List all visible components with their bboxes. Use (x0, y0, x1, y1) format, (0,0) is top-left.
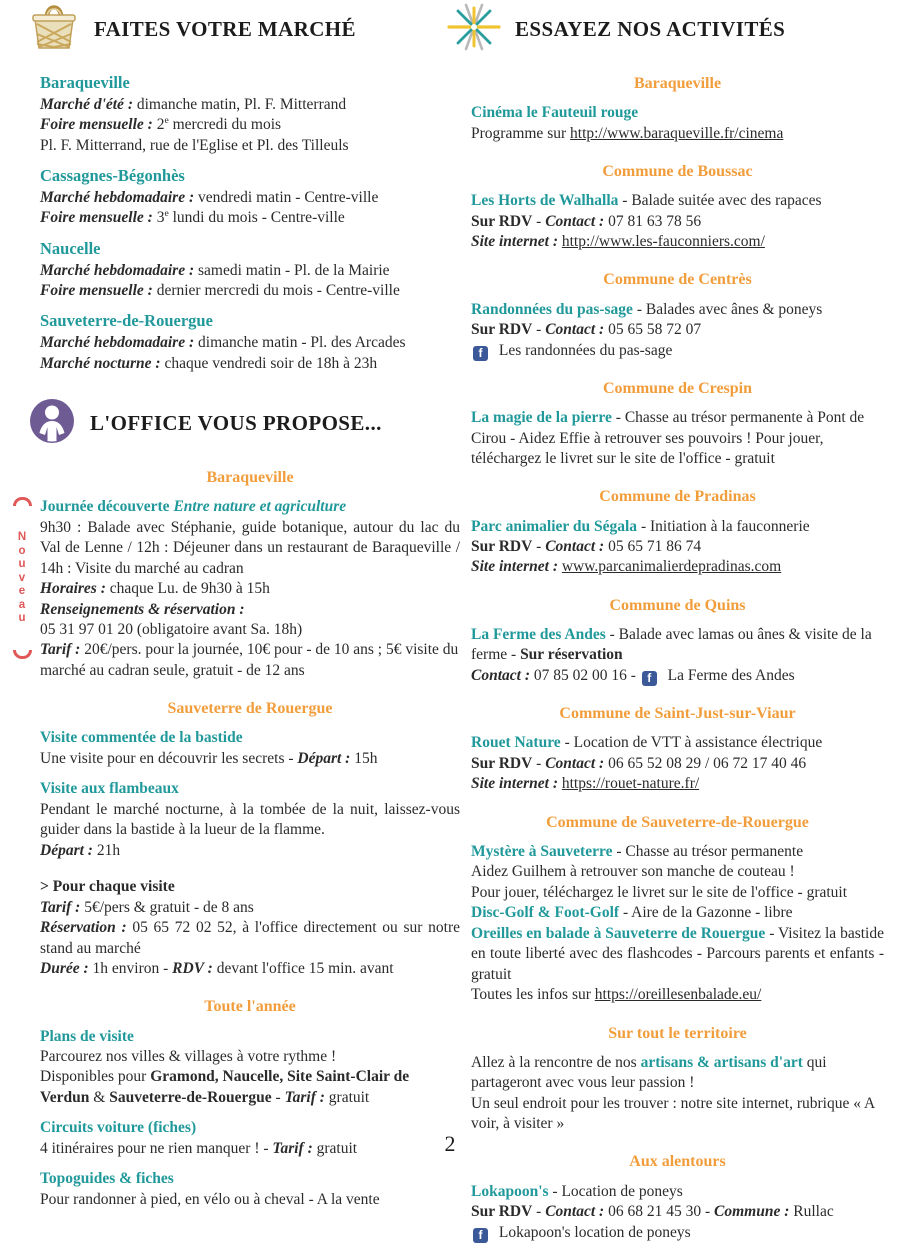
item-title (471, 733, 884, 753)
item-title (40, 779, 460, 799)
office-group-heading: Sauveterre de Rouergue (167, 700, 333, 718)
office-group-heading: Toute l'année (204, 998, 296, 1016)
right-header-title: ESSAYEZ NOS ACTIVITÉS (515, 17, 786, 42)
link[interactable]: https://oreillesenbalade.eu/ (594, 986, 762, 1004)
text-segment: - Initiation à la fauconnerie (637, 517, 810, 535)
text-segment: devant l'office 15 min. avant (216, 959, 394, 977)
item-line (40, 579, 460, 599)
commune-heading: Commune de Saint-Just-sur-Viaur (559, 705, 796, 723)
item-line (40, 208, 460, 228)
left-header-title: FAITES VOTRE MARCHÉ (94, 17, 356, 42)
item-line (471, 903, 884, 923)
text-segment: Tarif : (284, 1088, 329, 1106)
item-line (40, 281, 460, 301)
text-segment: Tarif : (40, 641, 85, 659)
item-line (40, 600, 460, 620)
text-segment: chaque Lu. de 9h30 à 15h (109, 580, 270, 598)
text-segment: Parcourez nos villes & villages à votre rythme ! (40, 1047, 337, 1065)
item-line (40, 959, 460, 979)
market-sections (40, 72, 460, 374)
new-badge (10, 497, 34, 659)
text-segment: - Balade avec lamas ou ânes & visite de la ferme - (471, 626, 872, 664)
text-segment: mercredi du mois (168, 116, 282, 134)
text-segment: Aidez Guilhem à retrouver son manche de couteau ! (471, 863, 795, 881)
text-segment: 05 65 72 02 52, à l'office directement ou sur notre stand au marché (40, 919, 460, 957)
commune-heading: Commune de Centrès (603, 271, 752, 289)
item-line (40, 115, 460, 135)
item-line (40, 620, 460, 640)
text-segment: gratuit (316, 1139, 358, 1157)
text-segment: Sur RDV (471, 754, 533, 772)
text-segment: Un seul endroit pour les trouver : notre site internet, rubrique « A voir, à visiter » (471, 1094, 875, 1133)
text-segment: - Chasse au trésor permanente à Pont de Cirou - Aidez Effie à retrouver ses pouvoirs ! Pour jouer, téléchargez le livret sur le site de l'office - gratuit (471, 409, 865, 467)
text-segment: Foire mensuelle : (40, 116, 157, 134)
text-segment: Lokapoon's location de poneys (495, 1223, 691, 1241)
text-segment: 20€/pers. pour la journée, 10€ pour - de 10 ans ; 5€ visite du marché au cadran seule, gratuit - de 12 ans (40, 641, 459, 679)
item-line (471, 883, 884, 903)
text-segment: Rouet Nature (471, 734, 561, 752)
text-segment: Départ : (297, 749, 355, 767)
text-segment: Gramond, Naucelle, Site Saint-Clair de Verdun (40, 1068, 410, 1106)
left-column (17, 4, 460, 1253)
item-line (40, 518, 460, 579)
item-title (471, 191, 884, 211)
content-item (471, 517, 884, 578)
text-segment: Contact : (545, 321, 609, 339)
text-segment: - Chasse au trésor permanente (612, 842, 804, 860)
item-title (40, 497, 460, 517)
text-segment: Site internet : (471, 775, 562, 793)
text-segment: artisans & artisans d'art (640, 1053, 803, 1071)
item-title (471, 1053, 884, 1094)
text-segment: Contact : (545, 1203, 609, 1221)
market-section (40, 72, 460, 156)
item-title (471, 300, 884, 320)
text-segment: - Balade suitée avec des rapaces (618, 192, 822, 210)
text-segment: 06 68 21 45 30 - (608, 1203, 715, 1221)
market-section (40, 310, 460, 374)
text-segment: - Location de poneys (548, 1182, 683, 1200)
text-segment: Pour randonner à pied, en vélo ou à cheval - A la vente (40, 1190, 380, 1208)
text-segment: Toutes les infos sur (471, 986, 595, 1004)
text-segment: Sur RDV (471, 321, 533, 339)
text-segment: Visite aux flambeaux (40, 780, 179, 798)
item-title (471, 103, 884, 123)
text-segment: Foire mensuelle : (40, 282, 157, 300)
content-item (40, 1027, 460, 1109)
text-segment: RDV : (172, 959, 217, 977)
text-segment: - Balades avec ânes & poneys (632, 300, 823, 318)
text-segment: 06 65 52 08 29 / 06 72 17 40 46 (608, 754, 807, 772)
item-line (471, 537, 884, 557)
text-segment: Pour jouer, téléchargez le livret sur le site de l'office - gratuit (471, 883, 848, 901)
text-segment: 3 (156, 209, 165, 227)
content-item (471, 733, 884, 794)
text-segment: Marché hebdomadaire : (40, 261, 199, 279)
text-segment: La Ferme des Andes (471, 626, 606, 643)
text-segment: Horaires : (40, 580, 110, 598)
left-header (28, 4, 460, 56)
text-segment: Marché d'été : (40, 95, 137, 113)
content-item (471, 408, 884, 469)
text-segment: 1h environ - (92, 959, 173, 977)
bracket-bottom (13, 650, 32, 659)
text-segment: 05 65 71 86 74 (608, 537, 702, 555)
item-line (471, 557, 884, 577)
town-heading: Naucelle (40, 238, 101, 258)
content-item (471, 1182, 884, 1243)
item-line (471, 1202, 884, 1222)
text-segment: La Ferme des Andes (663, 666, 795, 684)
text-segment: Sur RDV (471, 1203, 533, 1221)
content-item (471, 191, 884, 252)
text-segment: Une visite pour en découvrir les secrets - (40, 749, 298, 767)
market-section (40, 238, 460, 302)
text-segment: Durée : (40, 959, 93, 977)
text-segment: e (164, 208, 169, 220)
text-segment: e (164, 115, 169, 127)
link[interactable]: http://www.baraqueville.fr/cinema (570, 124, 784, 142)
text-segment: Allez à la rencontre de nos (471, 1053, 641, 1071)
item-line (40, 800, 460, 841)
office-group-heading: Baraqueville (206, 469, 294, 487)
text-segment: Contact : (545, 212, 609, 230)
right-column (471, 4, 884, 1253)
text-segment: Disponibles pour (40, 1068, 151, 1086)
text-segment: Sauveterre-de-Rouergue (109, 1088, 272, 1106)
town-heading: Cassagnes-Bégonhès (40, 166, 185, 186)
content-item (40, 1169, 460, 1210)
commune-heading: Commune de Pradinas (599, 488, 756, 506)
item-line (40, 333, 460, 353)
starburst-icon (447, 1, 501, 59)
text-segment: Site internet : (471, 558, 562, 576)
text-segment: 15h (354, 749, 378, 767)
text-segment: Site internet : (471, 233, 562, 251)
text-segment: Sur réservation (520, 646, 623, 664)
item-title (471, 517, 884, 537)
text-segment: Topoguides & fiches (40, 1170, 174, 1188)
page-number: 2 (444, 1130, 456, 1156)
text-segment: dimanche matin - Pl. des Arcades (198, 334, 406, 352)
town-heading: Baraqueville (40, 73, 130, 92)
text-segment: Tarif : (272, 1139, 317, 1157)
text-segment: vendredi matin - Centre-ville (198, 188, 379, 206)
text-segment: - (532, 537, 546, 555)
text-segment: Randonnées du pas-sage (471, 300, 633, 318)
text-segment: 5€/pers & gratuit - de 8 ans (84, 898, 254, 916)
text-segment: Sur RDV (471, 537, 533, 555)
commune-heading: Aux alentours (629, 1153, 726, 1171)
text-segment: Marché hebdomadaire : (40, 334, 199, 352)
text-segment: Mystère à Sauveterre (471, 842, 613, 860)
text-segment: 07 81 63 78 56 (608, 212, 702, 230)
person-icon (28, 397, 76, 451)
text-segment: Sur RDV (471, 212, 533, 230)
text-segment: La magie de la pierre (471, 409, 612, 427)
text-segment: 2 (156, 116, 165, 134)
item-line (471, 666, 884, 686)
item-title (40, 1169, 460, 1189)
text-segment: Rullac (793, 1203, 834, 1221)
text-segment: Lokapoon's (471, 1182, 549, 1200)
basket-icon (28, 2, 80, 58)
item-title (471, 408, 884, 469)
item-line (40, 95, 460, 115)
text-segment: Contact : (545, 754, 609, 772)
text-segment: 05 65 58 72 07 (608, 321, 702, 339)
text-segment: Réservation : (40, 919, 133, 937)
content-item (40, 779, 460, 861)
commune-heading: Baraqueville (633, 75, 722, 92)
content-item (471, 625, 884, 686)
link[interactable]: https://rouet-nature.fr/ (561, 775, 700, 793)
item-line (40, 1067, 460, 1108)
item-title (40, 728, 460, 748)
item-line (40, 749, 460, 769)
text-segment: Journée découverte (40, 498, 174, 516)
text-segment: Les randonnées du pas-sage (495, 341, 673, 359)
item-title (471, 1182, 884, 1202)
office-groups (17, 467, 460, 1210)
text-segment: 05 31 97 01 20 (obligatoire avant Sa. 18h) (40, 620, 303, 638)
commune-heading: Commune de Crespin (602, 379, 753, 397)
text-segment: - Aire de la Gazonne - libre (619, 904, 793, 922)
facebook-icon: f (642, 671, 657, 686)
text-segment: dimanche matin, Pl. F. Mitterrand (136, 95, 347, 113)
item-title (471, 842, 884, 862)
item-line (40, 136, 460, 156)
item-line (471, 754, 884, 774)
commune-heading: Sur tout le territoire (608, 1024, 747, 1042)
text-segment: > Pour chaque visite (40, 878, 175, 896)
text-segment: dernier mercredi du mois - Centre-ville (156, 282, 400, 300)
office-header (28, 398, 460, 450)
right-header (447, 4, 884, 56)
content-item (471, 1053, 884, 1135)
bracket-top (13, 497, 32, 506)
item-line (40, 918, 460, 959)
commune-heading: Commune de Sauveterre-de-Rouergue (546, 813, 809, 831)
item-line (471, 774, 884, 794)
office-header-title: L'OFFICE VOUS PROPOSE... (90, 411, 382, 436)
text-segment: Circuits voiture (fiches) (40, 1119, 197, 1137)
content-item (17, 497, 460, 681)
item-line (40, 1047, 460, 1067)
text-segment: Foire mensuelle : (40, 209, 157, 227)
text-segment: Marché nocturne : (40, 354, 165, 372)
text-segment: Tarif : (40, 898, 85, 916)
item-line (471, 341, 884, 361)
market-section (40, 165, 460, 229)
text-segment: Pl. F. Mitterrand, rue de l'Eglise et Pl. des Tilleuls (40, 136, 349, 154)
item-line (40, 354, 460, 374)
item-line (40, 261, 460, 281)
text-segment: Les Horts de Walhalla (471, 192, 619, 210)
text-segment: 07 85 02 00 16 - (533, 666, 640, 684)
text-segment: Renseignements & réservation : (40, 600, 245, 618)
content-item (471, 300, 884, 361)
text-segment: - (532, 754, 546, 772)
facebook-icon: f (473, 1228, 488, 1243)
text-segment: qui partageront avec vous leur passion ! (471, 1053, 827, 1092)
text-segment: Visite commentée de la bastide (40, 729, 243, 747)
text-segment: samedi matin - Pl. de la Mairie (198, 261, 390, 279)
text-segment: 21h (96, 841, 121, 859)
item-line (471, 862, 884, 882)
item-title (471, 625, 884, 666)
item-line (40, 841, 460, 861)
text-segment: Contact : (471, 666, 534, 684)
text-segment: lundi du mois - Centre-ville (168, 209, 345, 227)
item-line (471, 1223, 884, 1243)
commune-heading: Commune de Quins (609, 596, 746, 614)
item-title (40, 1027, 460, 1047)
item-line (40, 898, 460, 918)
commune-heading: Commune de Boussac (602, 163, 753, 181)
text-segment: 4 itinéraires pour ne rien manquer ! - (40, 1139, 273, 1157)
content-item (471, 103, 884, 144)
item-line (471, 924, 884, 985)
text-segment: - (532, 321, 546, 339)
text-segment: - Visitez la bastide en toute liberté avec des flashcodes - Parcours parents et enfants - gratuit (471, 924, 884, 983)
text-segment: - Location de VTT à assistance électrique (560, 734, 823, 752)
text-segment: Programme sur (471, 124, 571, 142)
new-badge-label: N o u v e a u (17, 531, 27, 624)
facebook-icon: f (473, 346, 488, 361)
text-segment: - (532, 212, 546, 230)
text-segment: Cinéma le Fauteuil rouge (471, 104, 639, 122)
item-line (40, 188, 460, 208)
item-line (471, 124, 884, 144)
text-segment: Disc-Golf & Foot-Golf (471, 904, 620, 922)
text-segment: Départ : (40, 841, 97, 859)
text-segment: Plans de visite (40, 1027, 134, 1045)
text-segment: 9h30 : Balade avec Stéphanie, guide botanique, autour du lac du Val de Lenne / 12h : Déjeuner dans un restaurant de Baraqueville / 14h : Visite du marché au cadran (40, 518, 460, 577)
item-line (471, 232, 884, 252)
text-segment: gratuit (328, 1088, 370, 1106)
item-line (40, 640, 460, 681)
town-heading: Sauveterre-de-Rouergue (40, 311, 213, 331)
item-line (471, 212, 884, 232)
item-line (471, 320, 884, 340)
text-segment: chaque vendredi soir de 18h à 23h (164, 354, 378, 372)
text-segment: - (271, 1088, 285, 1106)
content-item (40, 728, 460, 769)
text-segment: Entre nature et agriculture (173, 498, 347, 516)
item-line (40, 1190, 460, 1210)
text-segment: - (532, 1203, 546, 1221)
link[interactable]: www.parcanimalierdepradinas.com (561, 558, 782, 576)
text-segment: Commune : (714, 1203, 794, 1221)
text-segment: & (89, 1088, 110, 1106)
activity-groups (471, 73, 884, 1243)
text-segment: Oreilles en balade à Sauveterre de Rouergue (471, 924, 766, 942)
text-segment: Pendant le marché nocturne, à la tombée de la nuit, laissez-vous guider dans la bastide à la lueur de la flamme. (40, 800, 460, 839)
content-item (40, 877, 460, 979)
text-segment: Marché hebdomadaire : (40, 188, 199, 206)
content-item (471, 842, 884, 1006)
text-segment: Parc animalier du Ségala (471, 517, 638, 535)
text-segment: Contact : (545, 537, 609, 555)
item-title (40, 877, 460, 897)
link[interactable]: http://www.les-fauconniers.com/ (561, 233, 765, 251)
item-line (471, 985, 884, 1005)
